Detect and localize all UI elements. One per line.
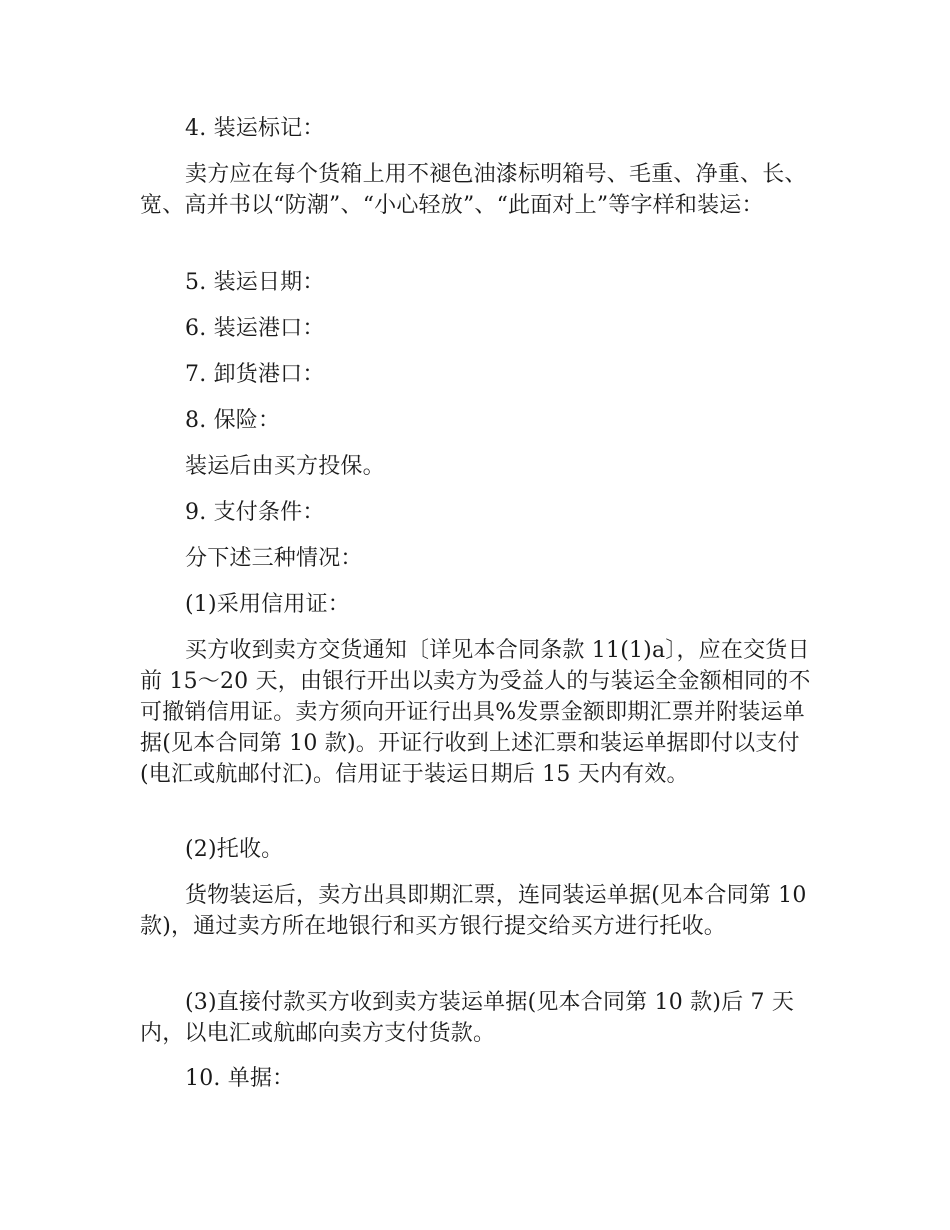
clause-6-heading: 6. 装运港口： xyxy=(185,316,325,341)
clause-9-2-heading: (2)托收。 xyxy=(185,837,284,862)
clause-5-heading: 5. 装运日期： xyxy=(185,270,325,295)
clause-4-heading: 4. 装运标记： xyxy=(185,116,325,141)
clause-8-body: 装运后由买方投保。 xyxy=(185,454,385,479)
clause-9-1-body: 买方收到卖方交货通知〔详见本合同条款 11(1)a〕，应在交货日前 15～20 天，由银行开出以卖方为受益人的与装运全金额相同的不可撤销信用证。卖方须向开证行出具%发票金额即期汇票并附装运单据(见本合同第 10 款)。开证行收到上述汇票和装运单据即付以支付(电汇或航邮付汇)。信用证于装运日期后 15 天内有效。 xyxy=(140,638,811,787)
clause-7-heading: 7. 卸货港口： xyxy=(185,362,325,387)
clause-4-body: 卖方应在每个货箱上用不褪色油漆标明箱号、毛重、净重、长、宽、高并书以“防潮”、“小心轻放”、“此面对上”等字样和装运： xyxy=(140,162,807,218)
clause-9-intro: 分下述三种情况： xyxy=(185,546,363,571)
clause-9-3-body: (3)直接付款买方收到卖方装运单据(见本合同第 10 款)后 7 天内，以电汇或航邮向卖方支付货款。 xyxy=(140,990,795,1046)
clause-9-2-body: 货物装运后，卖方出具即期汇票，连同装运单据(见本合同第 10 款)，通过卖方所在地银行和买方银行提交给买方进行托收。 xyxy=(140,883,807,939)
clause-9-1-heading: (1)采用信用证： xyxy=(185,592,350,617)
clause-8-heading: 8. 保险： xyxy=(185,408,281,433)
clause-9-heading: 9. 支付条件： xyxy=(185,500,325,525)
clause-10-heading: 10. 单据： xyxy=(185,1066,295,1091)
